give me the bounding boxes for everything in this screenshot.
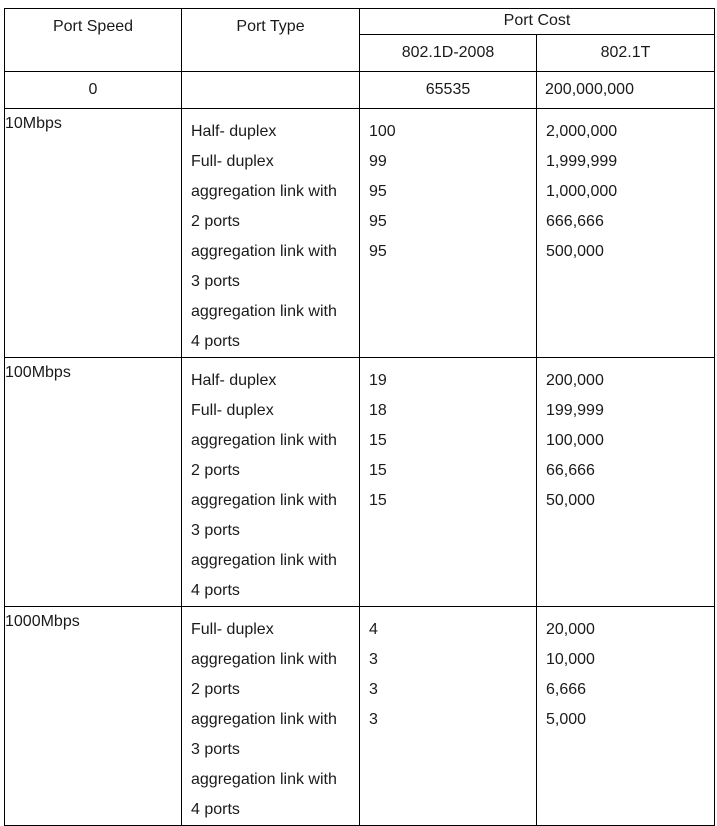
header-port-type xyxy=(182,9,360,72)
cost-2008-cell-line: 4 xyxy=(369,621,378,638)
cost-t-cell: 200,000,000 xyxy=(537,72,715,109)
type-cell-line: 4 ports xyxy=(191,801,240,818)
table-row xyxy=(5,358,715,607)
header-802-1t: 802.1T xyxy=(537,35,715,72)
type-cell-line: aggregation link with xyxy=(191,183,337,200)
table-row xyxy=(5,109,715,358)
type-cell-line: 3 ports xyxy=(191,522,240,539)
type-cell-line: 4 ports xyxy=(191,582,240,599)
type-cell-line: aggregation link with xyxy=(191,492,337,509)
type-cell-line: aggregation link with xyxy=(191,771,337,788)
type-cell-line: aggregation link with xyxy=(191,552,337,569)
speed-cell: 10Mbps xyxy=(5,109,182,358)
type-cell-lines xyxy=(182,109,359,357)
type-cell-line: 4 ports xyxy=(191,333,240,350)
type-cell-line: aggregation link with xyxy=(191,711,337,728)
cost-t-cell-line: 20,000 xyxy=(546,621,595,638)
header-port-speed-label: Port Speed xyxy=(52,18,134,35)
cost-2008-cell-line: 95 xyxy=(369,183,387,200)
type-cell-line: aggregation link with xyxy=(191,651,337,668)
cost-t-cell-line: 10,000 xyxy=(546,651,595,668)
type-cell-lines xyxy=(182,358,359,606)
type-cell-line: 2 ports xyxy=(191,681,240,698)
cost-2008-cell-line: 18 xyxy=(369,402,387,419)
type-cell-line: Half- duplex xyxy=(191,372,277,389)
header-802-1d-2008: 802.1D-2008 xyxy=(360,35,537,72)
cost-2008-cell-lines xyxy=(360,358,536,516)
cost-t-cell-line: 50,000 xyxy=(546,492,595,509)
type-cell-line: Full- duplex xyxy=(191,153,274,170)
speed-cell: 0 xyxy=(5,72,182,109)
header-port-speed xyxy=(5,9,182,72)
cost-2008-cell-line: 95 xyxy=(369,213,387,230)
cost-t-cell-line: 100,000 xyxy=(546,432,604,449)
cost-t-cell-line: 666,666 xyxy=(546,213,604,230)
type-cell xyxy=(182,358,360,607)
cost-2008-cell-line: 99 xyxy=(369,153,387,170)
type-cell-line: Full- duplex xyxy=(191,402,274,419)
cost-2008-cell-lines xyxy=(360,607,536,735)
cost-2008-cell-line: 100 xyxy=(369,123,396,140)
table-row xyxy=(5,72,715,109)
cost-t-cell-line: 1,999,999 xyxy=(546,153,618,170)
type-cell-line: 3 ports xyxy=(191,741,240,758)
type-cell-line: Full- duplex xyxy=(191,621,274,638)
cost-t-cell xyxy=(537,358,715,607)
cost-t-cell-lines xyxy=(537,607,714,735)
type-cell-line: Half- duplex xyxy=(191,123,277,140)
header-port-cost xyxy=(360,9,715,35)
header-port-type-label: Port Type xyxy=(236,18,305,35)
cost-2008-cell: 65535 xyxy=(360,72,537,109)
cost-2008-cell-line: 19 xyxy=(369,372,387,389)
header-port-cost-label: Port Cost xyxy=(503,12,571,29)
cost-2008-cell-line: 15 xyxy=(369,492,387,509)
speed-cell: 100Mbps xyxy=(5,358,182,607)
type-cell xyxy=(182,109,360,358)
cost-2008-cell-line: 95 xyxy=(369,243,387,260)
cost-2008-cell-lines xyxy=(360,109,536,267)
cost-2008-cell-line: 3 xyxy=(369,711,378,728)
type-cell-line: 2 ports xyxy=(191,462,240,479)
cost-2008-cell-line: 3 xyxy=(369,651,378,668)
type-cell-lines xyxy=(182,607,359,825)
cost-t-cell-line: 500,000 xyxy=(546,243,604,260)
cost-t-cell xyxy=(537,109,715,358)
cost-t-cell-line: 66,666 xyxy=(546,462,595,479)
cost-t-cell-line: 5,000 xyxy=(546,711,587,728)
cost-2008-cell-line: 15 xyxy=(369,462,387,479)
type-cell-line: aggregation link with xyxy=(191,432,337,449)
cost-2008-cell-line: 3 xyxy=(369,681,378,698)
cost-t-cell-line: 1,000,000 xyxy=(546,183,618,200)
type-cell-line: 3 ports xyxy=(191,273,240,290)
port-cost-table xyxy=(4,8,715,826)
cost-2008-cell xyxy=(360,358,537,607)
cost-2008-cell-line: 15 xyxy=(369,432,387,449)
type-cell-line: aggregation link with xyxy=(191,243,337,260)
cost-t-cell-line: 6,666 xyxy=(546,681,587,698)
cost-t-cell-line: 200,000 xyxy=(546,372,604,389)
cost-t-cell-lines xyxy=(537,109,714,267)
cost-2008-cell xyxy=(360,109,537,358)
speed-cell: 1000Mbps xyxy=(5,607,182,826)
type-cell xyxy=(182,72,360,109)
type-cell-line: 2 ports xyxy=(191,213,240,230)
cost-t-cell-line: 199,999 xyxy=(546,402,604,419)
type-cell-line: aggregation link with xyxy=(191,303,337,320)
cost-t-cell-line: 2,000,000 xyxy=(546,123,618,140)
cost-t-cell-lines xyxy=(537,358,714,516)
header-row xyxy=(5,9,715,35)
